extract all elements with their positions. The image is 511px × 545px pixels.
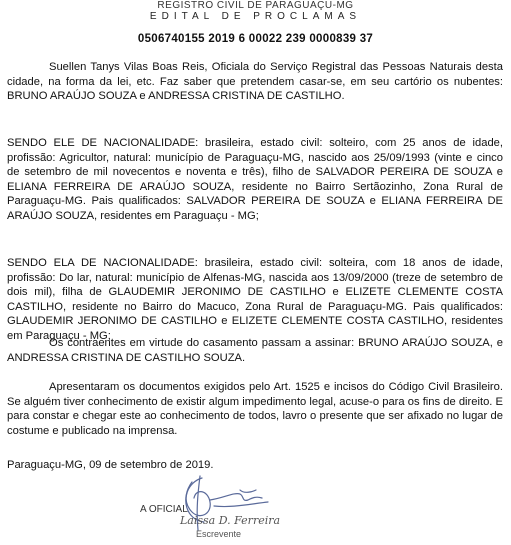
bride-text: SENDO ELA DE NACIONALIDADE: brasileira, estado civil: solteira, com 18 anos de idade, profissão: Do lar, natural: município de Alfenas-MG, nascida aos 13/09/2000 (treze de setembro de dois mil), filha de GLAUDEMIR JERONIMO DE CASTILHO e ELIZETE CLEMENTE COSTA CASTILHO, residente no Bairro do Macuco, Zona Rural de Paraguaçu-MG. Pais qualificados: GLAUDEMIR JERONIMO DE CASTILHO e ELIZETE CLEMENTE COSTA CASTILHO, residentes em Paraguaçu - MG; (7, 257, 503, 342)
document-code: 0506740155 2019 6 00022 239 0000839 37 (137, 33, 374, 45)
officer-label: A OFICIAL (140, 504, 188, 515)
documents-text: Apresentaram os documentos exigidos pelo Art. 1525 e incisos do Código Civil Brasileiro. Se alguém tiver conhecimento de existir algum impedimento legal, acuse-o para os fins de direito. E para constar e chegar este ao conhecimento de todos, lavro o presente que ser afixado no lugar de costume e publicado na imprensa. (7, 381, 503, 437)
officer-name: Laissa D. Ferreira (180, 514, 281, 527)
edital-title: EDITAL DE PROCLAMAS (149, 11, 362, 22)
contractants-text: Os contraentes em virtude do casamento passam a assinar: BRUNO ARAÚJO SOUZA, e ANDRESSA CRISTINA DE CASTILHO SOUZA. (7, 337, 503, 364)
intro-text: Suellen Tanys Vilas Boas Reis, Oficiala do Serviço Registral das Pessoas Naturais desta cidade, na forma da lei, etc. Faz saber que pretendem casar-se, em seu cartório os nubentes: BRUNO ARAÚJO SOUZA e ANDRESSA CRISTINA DE CASTILHO. (7, 61, 503, 103)
document-date: Paraguaçu-MG, 09 de setembro de 2019. (7, 459, 214, 471)
groom-text: SENDO ELE DE NACIONALIDADE: brasileira, estado civil: solteiro, com 25 anos de idade, profissão: Agricultor, natural: município de Paraguaçu-MG, nascido aos 25/09/1993 (vinte e cinco de setembro de mil novecentos e noventa e três), filho de SALVADOR PEREIRA DE SOUZA e ELIANA FERREIRA DE ARAÚJO SOUZA, residente no Bairro Sertãozinho, Zona Rural de Paraguaçu-MG. Pais qualificados: SALVADOR PEREIRA DE SOUZA e ELIANA FERREIRA DE ARAÚJO SOUZA, residentes em Paraguaçu - MG; (7, 137, 503, 222)
officer-role: Escrevente (196, 529, 242, 539)
bride-paragraph (7, 256, 503, 344)
contractants-paragraph (7, 336, 503, 365)
groom-paragraph (7, 136, 503, 224)
registry-header: REGISTRO CIVIL DE PARAGUAÇU-MG (157, 0, 354, 11)
documents-paragraph (7, 380, 503, 438)
intro-paragraph (7, 60, 503, 104)
